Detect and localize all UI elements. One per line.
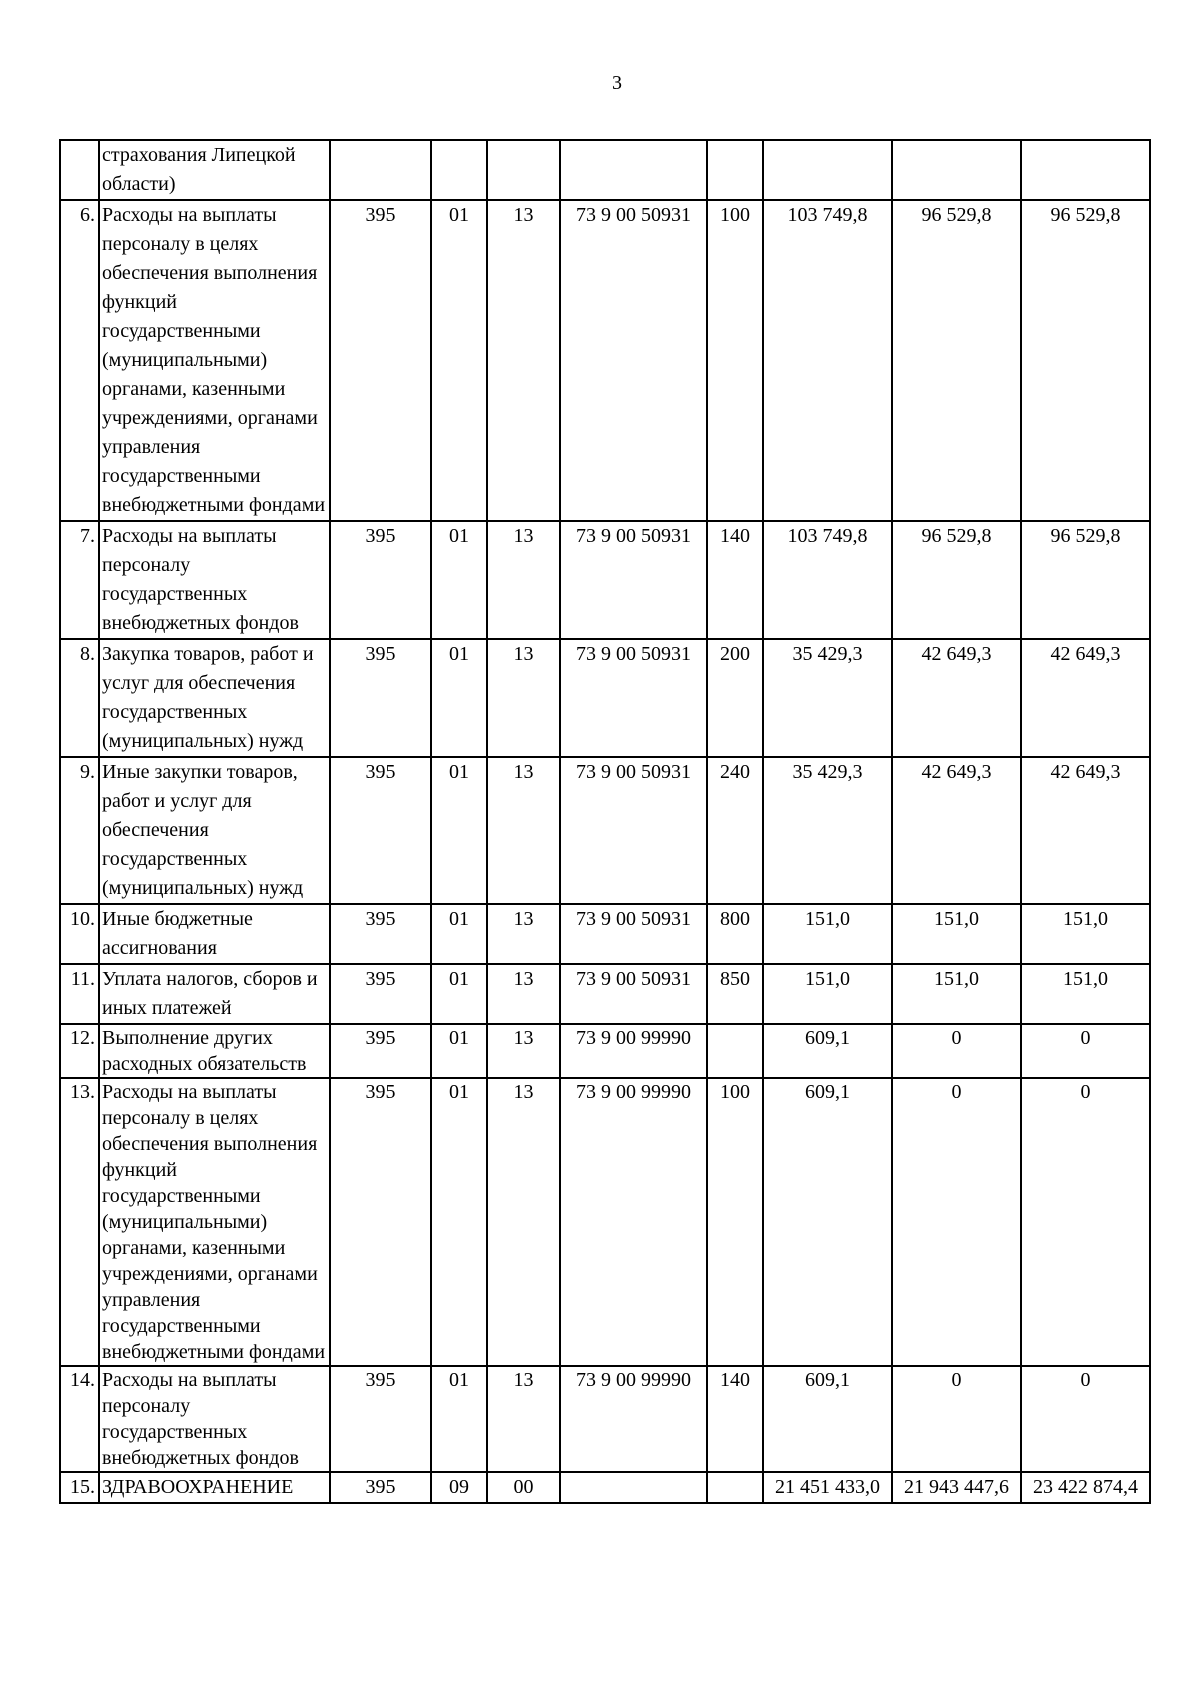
expense-type-code: 140 (707, 521, 763, 639)
target-article-code (560, 1472, 707, 1503)
amount-year-2: 0 (892, 1078, 1021, 1366)
section-code: 01 (431, 757, 487, 904)
expense-type-code (707, 140, 763, 200)
expense-type-code: 200 (707, 639, 763, 757)
section-code: 01 (431, 200, 487, 521)
amount-year-3: 42 649,3 (1021, 757, 1150, 904)
section-code: 09 (431, 1472, 487, 1503)
ministry-code: 395 (330, 521, 431, 639)
row-number: 8. (60, 639, 99, 757)
amount-year-2: 42 649,3 (892, 639, 1021, 757)
row-number: 11. (60, 964, 99, 1024)
ministry-code: 395 (330, 200, 431, 521)
ministry-code: 395 (330, 757, 431, 904)
row-number (60, 140, 99, 200)
row-name: Выполнение других расходных обязательств (99, 1024, 330, 1078)
row-name: Уплата налогов, сборов и иных платежей (99, 964, 330, 1024)
amount-year-1: 21 451 433,0 (763, 1472, 892, 1503)
amount-year-2: 96 529,8 (892, 521, 1021, 639)
target-article-code: 73 9 00 50931 (560, 521, 707, 639)
ministry-code (330, 140, 431, 200)
table-row (60, 904, 1150, 964)
expense-type-code: 240 (707, 757, 763, 904)
expense-type-code: 850 (707, 964, 763, 1024)
ministry-code: 395 (330, 964, 431, 1024)
ministry-code: 395 (330, 1078, 431, 1366)
subsection-code: 13 (487, 1078, 560, 1366)
expense-type-code (707, 1472, 763, 1503)
amount-year-3: 151,0 (1021, 904, 1150, 964)
ministry-code: 395 (330, 639, 431, 757)
amount-year-3: 96 529,8 (1021, 521, 1150, 639)
section-code: 01 (431, 1078, 487, 1366)
ministry-code: 395 (330, 1366, 431, 1472)
target-article-code (560, 140, 707, 200)
section-code: 01 (431, 1366, 487, 1472)
amount-year-3: 0 (1021, 1366, 1150, 1472)
table-row (60, 1472, 1150, 1503)
section-code: 01 (431, 904, 487, 964)
section-code: 01 (431, 521, 487, 639)
section-code (431, 140, 487, 200)
row-name: Расходы на выплаты персоналу в целях обеспечения выполнения функций государственными (муниципальными) органами, казенными учреждениями, органами управления государственными внебюджетными фондами (99, 1078, 330, 1366)
target-article-code: 73 9 00 99990 (560, 1078, 707, 1366)
expense-type-code: 800 (707, 904, 763, 964)
amount-year-1 (763, 140, 892, 200)
amount-year-1: 103 749,8 (763, 200, 892, 521)
amount-year-3: 151,0 (1021, 964, 1150, 1024)
amount-year-2: 42 649,3 (892, 757, 1021, 904)
amount-year-1: 609,1 (763, 1366, 892, 1472)
subsection-code: 00 (487, 1472, 560, 1503)
table-row (60, 1078, 1150, 1366)
expense-type-code: 100 (707, 1078, 763, 1366)
target-article-code: 73 9 00 50931 (560, 964, 707, 1024)
table-row (60, 964, 1150, 1024)
amount-year-2: 151,0 (892, 904, 1021, 964)
amount-year-3: 42 649,3 (1021, 639, 1150, 757)
subsection-code: 13 (487, 521, 560, 639)
expense-type-code: 100 (707, 200, 763, 521)
table-row (60, 1366, 1150, 1472)
row-number: 12. (60, 1024, 99, 1078)
row-name: Иные закупки товаров, работ и услуг для обеспечения государственных (муниципальных) нужд (99, 757, 330, 904)
budget-table (59, 139, 1151, 1504)
row-name: Закупка товаров, работ и услуг для обеспечения государственных (муниципальных) нужд (99, 639, 330, 757)
amount-year-3: 0 (1021, 1024, 1150, 1078)
amount-year-1: 609,1 (763, 1078, 892, 1366)
row-name: Расходы на выплаты персоналу государственных внебюджетных фондов (99, 521, 330, 639)
subsection-code: 13 (487, 639, 560, 757)
target-article-code: 73 9 00 50931 (560, 200, 707, 521)
ministry-code: 395 (330, 904, 431, 964)
row-name: страхования Липецкой области) (99, 140, 330, 200)
amount-year-3 (1021, 140, 1150, 200)
target-article-code: 73 9 00 50931 (560, 904, 707, 964)
section-code: 01 (431, 639, 487, 757)
ministry-code: 395 (330, 1472, 431, 1503)
table-row (60, 521, 1150, 639)
row-name: Иные бюджетные ассигнования (99, 904, 330, 964)
row-number: 14. (60, 1366, 99, 1472)
amount-year-1: 103 749,8 (763, 521, 892, 639)
row-number: 9. (60, 757, 99, 904)
target-article-code: 73 9 00 99990 (560, 1366, 707, 1472)
table-row (60, 639, 1150, 757)
row-number: 6. (60, 200, 99, 521)
expense-type-code: 140 (707, 1366, 763, 1472)
row-number: 13. (60, 1078, 99, 1366)
amount-year-1: 609,1 (763, 1024, 892, 1078)
row-name: Расходы на выплаты персоналу в целях обеспечения выполнения функций государственными (муниципальными) органами, казенными учреждениями, органами управления государственными внебюджетными фондами (99, 200, 330, 521)
amount-year-2: 0 (892, 1024, 1021, 1078)
expense-type-code (707, 1024, 763, 1078)
row-number: 7. (60, 521, 99, 639)
table-row (60, 1024, 1150, 1078)
amount-year-1: 35 429,3 (763, 757, 892, 904)
amount-year-2: 21 943 447,6 (892, 1472, 1021, 1503)
row-name: Расходы на выплаты персоналу государственных внебюджетных фондов (99, 1366, 330, 1472)
amount-year-3: 23 422 874,4 (1021, 1472, 1150, 1503)
amount-year-2: 151,0 (892, 964, 1021, 1024)
amount-year-1: 151,0 (763, 904, 892, 964)
table-body (60, 140, 1150, 1503)
target-article-code: 73 9 00 99990 (560, 1024, 707, 1078)
target-article-code: 73 9 00 50931 (560, 757, 707, 904)
amount-year-3: 0 (1021, 1078, 1150, 1366)
subsection-code: 13 (487, 1366, 560, 1472)
row-number: 15. (60, 1472, 99, 1503)
section-code: 01 (431, 1024, 487, 1078)
target-article-code: 73 9 00 50931 (560, 639, 707, 757)
subsection-code: 13 (487, 1024, 560, 1078)
ministry-code: 395 (330, 1024, 431, 1078)
table-row (60, 140, 1150, 200)
subsection-code: 13 (487, 200, 560, 521)
amount-year-2: 96 529,8 (892, 200, 1021, 521)
amount-year-1: 151,0 (763, 964, 892, 1024)
amount-year-3: 96 529,8 (1021, 200, 1150, 521)
table-row (60, 200, 1150, 521)
subsection-code: 13 (487, 757, 560, 904)
table-row (60, 757, 1150, 904)
amount-year-2: 0 (892, 1366, 1021, 1472)
subsection-code: 13 (487, 964, 560, 1024)
subsection-code: 13 (487, 904, 560, 964)
amount-year-1: 35 429,3 (763, 639, 892, 757)
page-number: 3 (612, 72, 622, 94)
row-name: ЗДРАВООХРАНЕНИЕ (99, 1472, 330, 1503)
row-number: 10. (60, 904, 99, 964)
subsection-code (487, 140, 560, 200)
section-code: 01 (431, 964, 487, 1024)
amount-year-2 (892, 140, 1021, 200)
